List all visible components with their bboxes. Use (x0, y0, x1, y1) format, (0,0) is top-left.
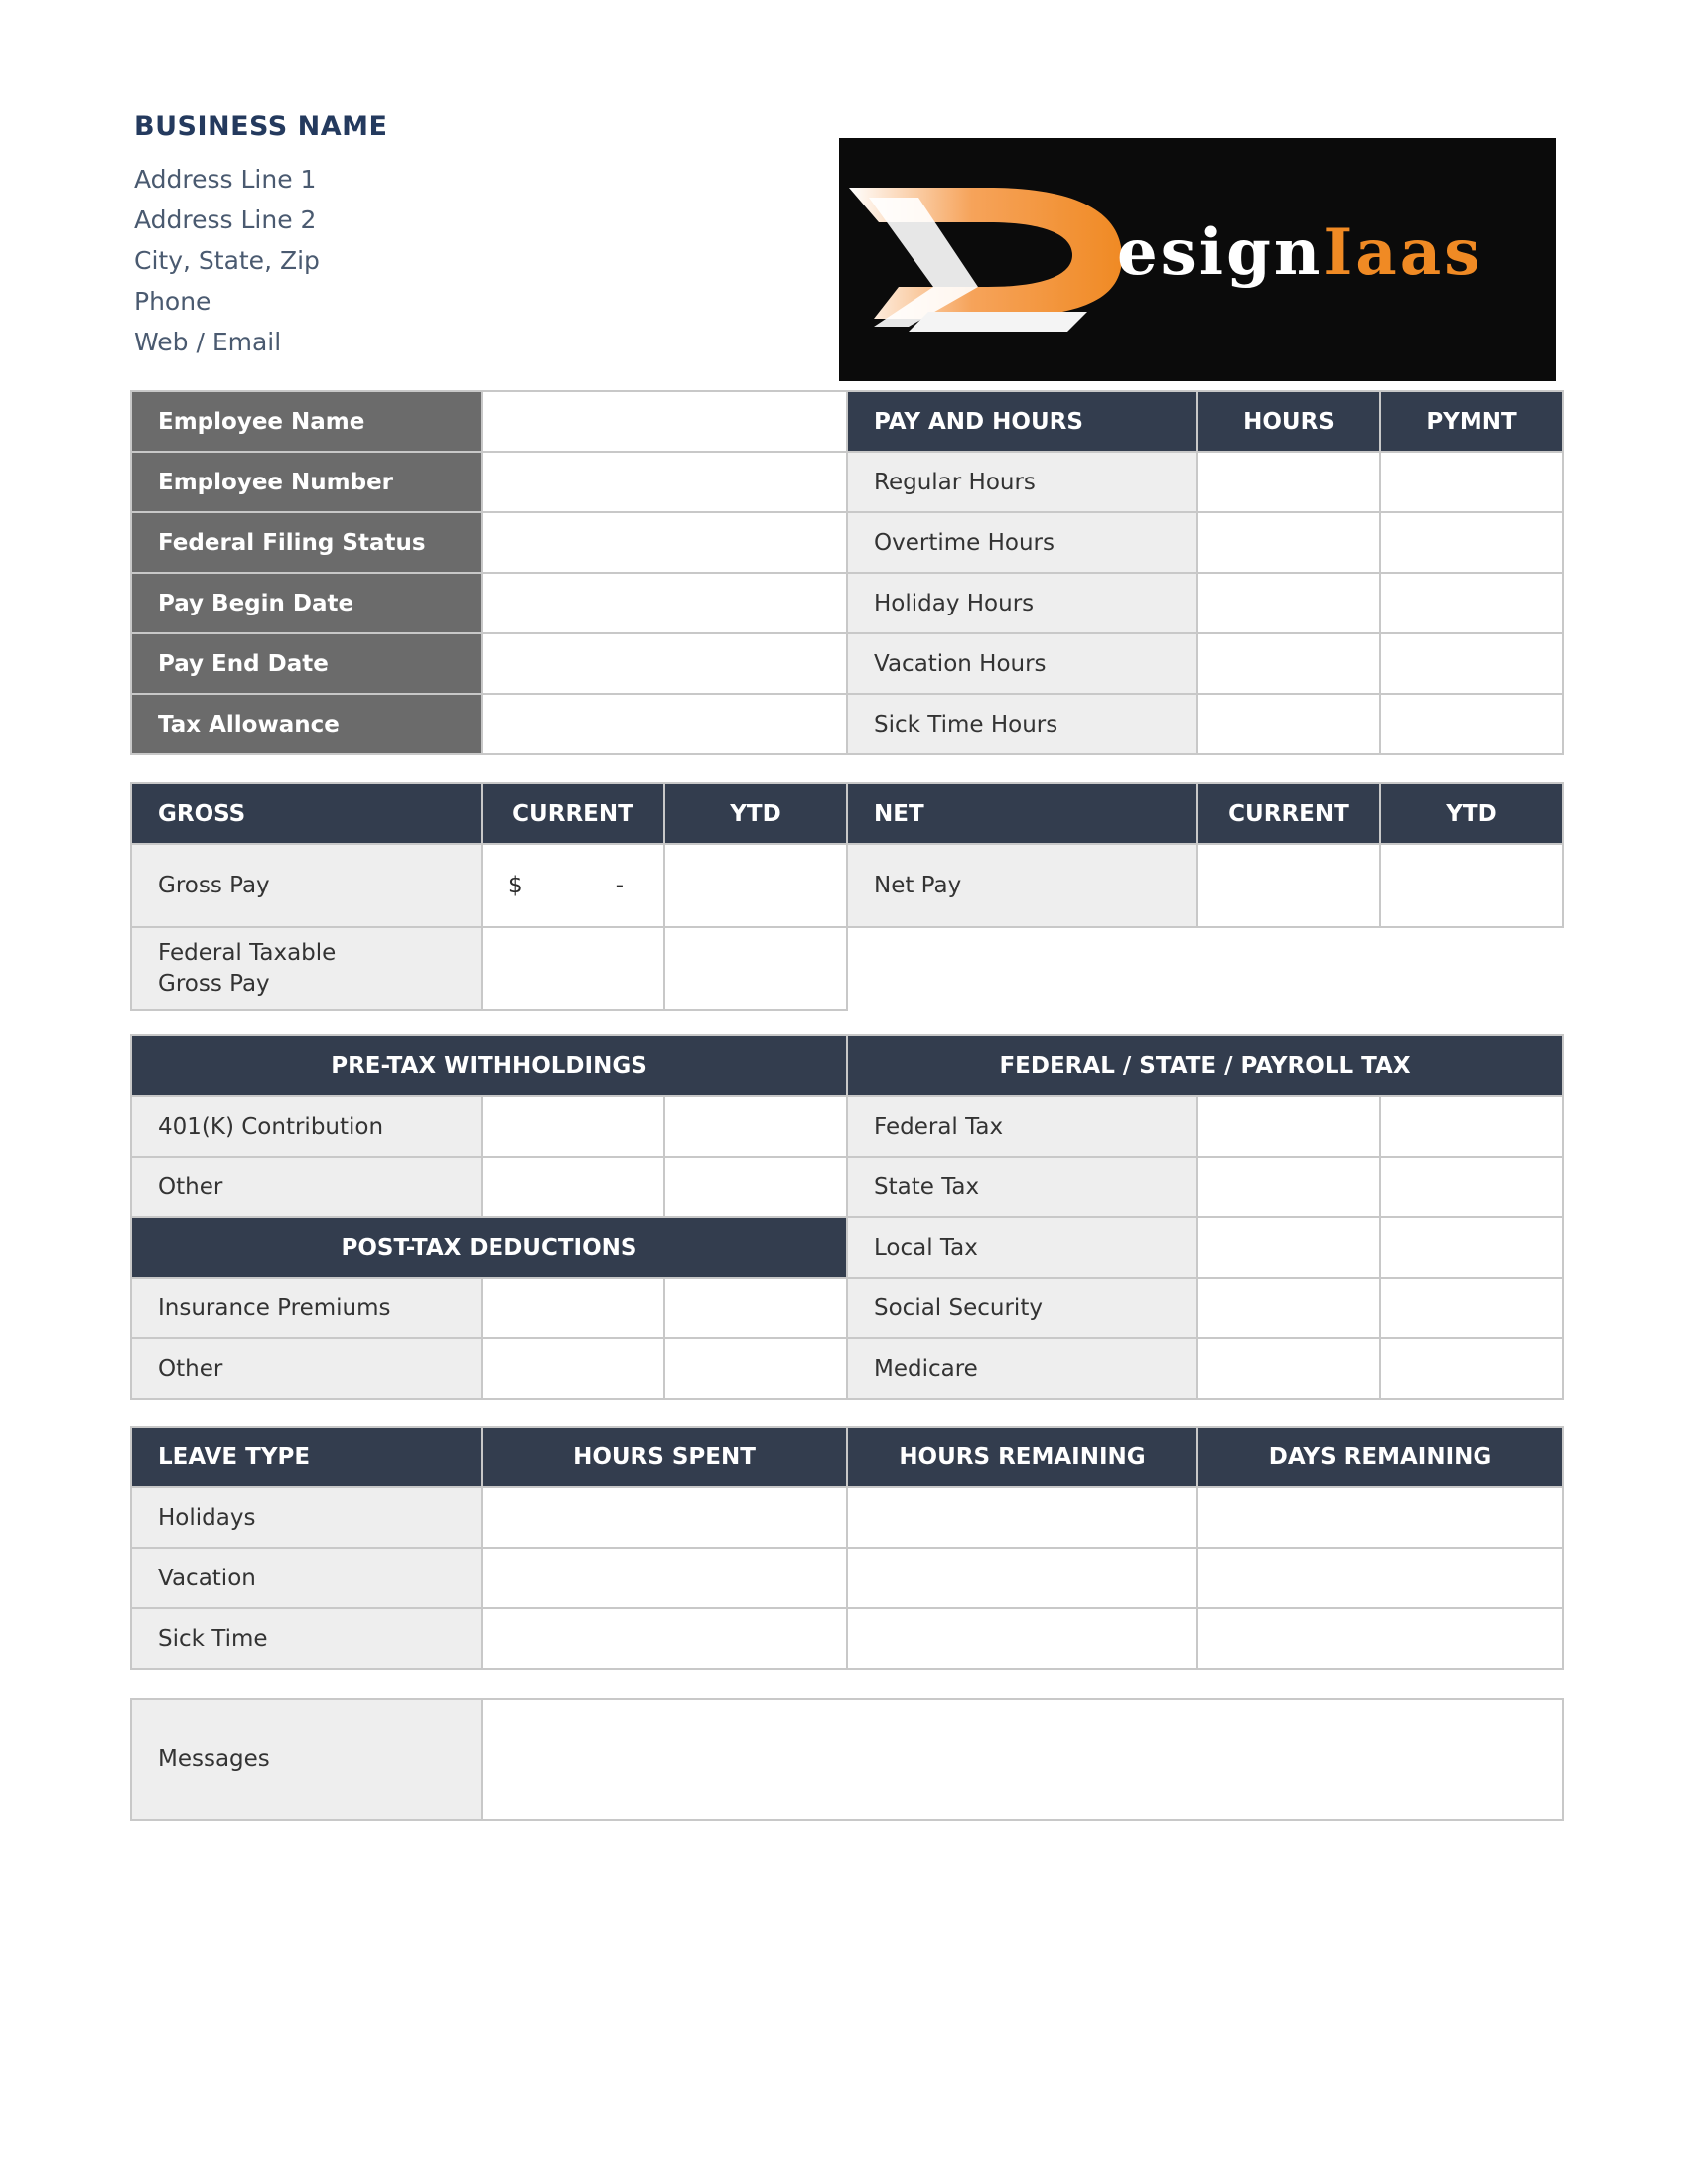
regular-hours-label: Regular Hours (847, 452, 1197, 512)
address-line-1: Address Line 1 (134, 165, 317, 194)
posttax-other-ytd-field[interactable] (664, 1338, 847, 1399)
federal-taxable-ytd-field[interactable] (664, 927, 847, 1010)
federal-tax-current-field[interactable] (1197, 1096, 1380, 1157)
state-tax-ytd-field[interactable] (1380, 1157, 1563, 1217)
regular-hours-field[interactable] (1197, 452, 1380, 512)
gross-pay-label: Gross Pay (131, 844, 482, 927)
pay-hours-header: PAY AND HOURS (847, 391, 1197, 452)
leave-type-header: LEAVE TYPE (131, 1427, 482, 1487)
medicare-current-field[interactable] (1197, 1338, 1380, 1399)
holidays-label: Holidays (131, 1487, 482, 1548)
posttax-other-current-field[interactable] (482, 1338, 664, 1399)
vacation-hours-spent-field[interactable] (482, 1548, 847, 1608)
days-remaining-header: DAYS REMAINING (1197, 1427, 1563, 1487)
insurance-current-field[interactable] (482, 1278, 664, 1338)
state-tax-current-field[interactable] (1197, 1157, 1380, 1217)
gross-pay-current-field[interactable] (482, 844, 664, 927)
pay-end-date-label: Pay End Date (131, 633, 482, 694)
taxes-header: FEDERAL / STATE / PAYROLL TAX (847, 1035, 1563, 1096)
vacation-hours-remaining-field[interactable] (847, 1548, 1197, 1608)
pretax-other-ytd-field[interactable] (664, 1157, 847, 1217)
sick-time-hours-field[interactable] (1197, 694, 1380, 754)
local-tax-label: Local Tax (847, 1217, 1197, 1278)
sick-time-pymnt-field[interactable] (1380, 694, 1563, 754)
filing-status-label: Federal Filing Status (131, 512, 482, 573)
business-name: BUSINESS NAME (134, 111, 388, 142)
sick-time-label: Sick Time (131, 1608, 482, 1669)
hours-col-header: HOURS (1197, 391, 1380, 452)
sick-time-hours-remaining-field[interactable] (847, 1608, 1197, 1669)
filing-status-field[interactable] (482, 512, 847, 573)
messages-field[interactable] (482, 1699, 1563, 1820)
overtime-hours-field[interactable] (1197, 512, 1380, 573)
gross-current-header: CURRENT (482, 783, 664, 844)
federal-tax-ytd-field[interactable] (1380, 1096, 1563, 1157)
tax-allowance-label: Tax Allowance (131, 694, 482, 754)
business-info (134, 109, 387, 362)
overtime-hours-label: Overtime Hours (847, 512, 1197, 573)
net-pay-ytd-field[interactable] (1380, 844, 1563, 927)
gross-ytd-header: YTD (664, 783, 847, 844)
gross-pay-ytd-field[interactable] (664, 844, 847, 927)
posttax-other-label: Other (131, 1338, 482, 1399)
employee-number-field[interactable] (482, 452, 847, 512)
pay-begin-date-field[interactable] (482, 573, 847, 633)
pymnt-col-header: PYMNT (1380, 391, 1563, 452)
messages-table (130, 1698, 1564, 1821)
net-ytd-header: YTD (1380, 783, 1563, 844)
net-current-header: CURRENT (1197, 783, 1380, 844)
holidays-days-remaining-field[interactable] (1197, 1487, 1563, 1548)
social-security-current-field[interactable] (1197, 1278, 1380, 1338)
pretax-other-current-field[interactable] (482, 1157, 664, 1217)
sick-time-days-remaining-field[interactable] (1197, 1608, 1563, 1669)
holidays-hours-remaining-field[interactable] (847, 1487, 1197, 1548)
holiday-pymnt-field[interactable] (1380, 573, 1563, 633)
medicare-label: Medicare (847, 1338, 1197, 1399)
holiday-hours-field[interactable] (1197, 573, 1380, 633)
pay-end-date-field[interactable] (482, 633, 847, 694)
pretax-header: PRE-TAX WITHHOLDINGS (131, 1035, 847, 1096)
posttax-header: POST-TAX DEDUCTIONS (131, 1217, 847, 1278)
holiday-hours-label: Holiday Hours (847, 573, 1197, 633)
currency-symbol: $ (508, 873, 523, 898)
local-tax-ytd-field[interactable] (1380, 1217, 1563, 1278)
employee-name-field[interactable] (482, 391, 847, 452)
vacation-pymnt-field[interactable] (1380, 633, 1563, 694)
leave-table (130, 1426, 1564, 1670)
medicare-ytd-field[interactable] (1380, 1338, 1563, 1399)
city-state-zip: City, State, Zip (134, 246, 320, 275)
pretax-other-label: Other (131, 1157, 482, 1217)
federal-taxable-gross-label: Federal Taxable Gross Pay (131, 927, 482, 1010)
vacation-label: Vacation (131, 1548, 482, 1608)
401k-current-field[interactable] (482, 1096, 664, 1157)
insurance-ytd-field[interactable] (664, 1278, 847, 1338)
tax-allowance-field[interactable] (482, 694, 847, 754)
holidays-hours-spent-field[interactable] (482, 1487, 847, 1548)
net-pay-label: Net Pay (847, 844, 1197, 927)
vacation-hours-label: Vacation Hours (847, 633, 1197, 694)
gross-pay-value: - (615, 873, 624, 898)
logo-wordmark: esignIaas (1117, 215, 1483, 290)
phone: Phone (134, 287, 211, 316)
hours-remaining-header: HOURS REMAINING (847, 1427, 1197, 1487)
net-header: NET (847, 783, 1197, 844)
vacation-days-remaining-field[interactable] (1197, 1548, 1563, 1608)
gross-net-table (130, 782, 1564, 1011)
company-logo (839, 138, 1556, 381)
gross-header: GROSS (131, 783, 482, 844)
address-line-2: Address Line 2 (134, 205, 317, 234)
pay-begin-date-label: Pay Begin Date (131, 573, 482, 633)
insurance-premiums-label: Insurance Premiums (131, 1278, 482, 1338)
federal-tax-label: Federal Tax (847, 1096, 1197, 1157)
social-security-label: Social Security (847, 1278, 1197, 1338)
messages-label: Messages (131, 1699, 482, 1820)
401k-ytd-field[interactable] (664, 1096, 847, 1157)
vacation-hours-field[interactable] (1197, 633, 1380, 694)
web-email: Web / Email (134, 328, 282, 356)
employee-name-label: Employee Name (131, 391, 482, 452)
401k-label: 401(K) Contribution (131, 1096, 482, 1157)
hours-spent-header: HOURS SPENT (482, 1427, 847, 1487)
withholdings-taxes-table (130, 1034, 1564, 1400)
sick-time-hours-label: Sick Time Hours (847, 694, 1197, 754)
local-tax-current-field[interactable] (1197, 1217, 1380, 1278)
regular-pymnt-field[interactable] (1380, 452, 1563, 512)
employee-number-label: Employee Number (131, 452, 482, 512)
net-pay-current-field[interactable] (1197, 844, 1380, 927)
employee-pay-table (130, 390, 1564, 755)
federal-taxable-current-field[interactable] (482, 927, 664, 1010)
state-tax-label: State Tax (847, 1157, 1197, 1217)
social-security-ytd-field[interactable] (1380, 1278, 1563, 1338)
overtime-pymnt-field[interactable] (1380, 512, 1563, 573)
sick-time-hours-spent-field[interactable] (482, 1608, 847, 1669)
